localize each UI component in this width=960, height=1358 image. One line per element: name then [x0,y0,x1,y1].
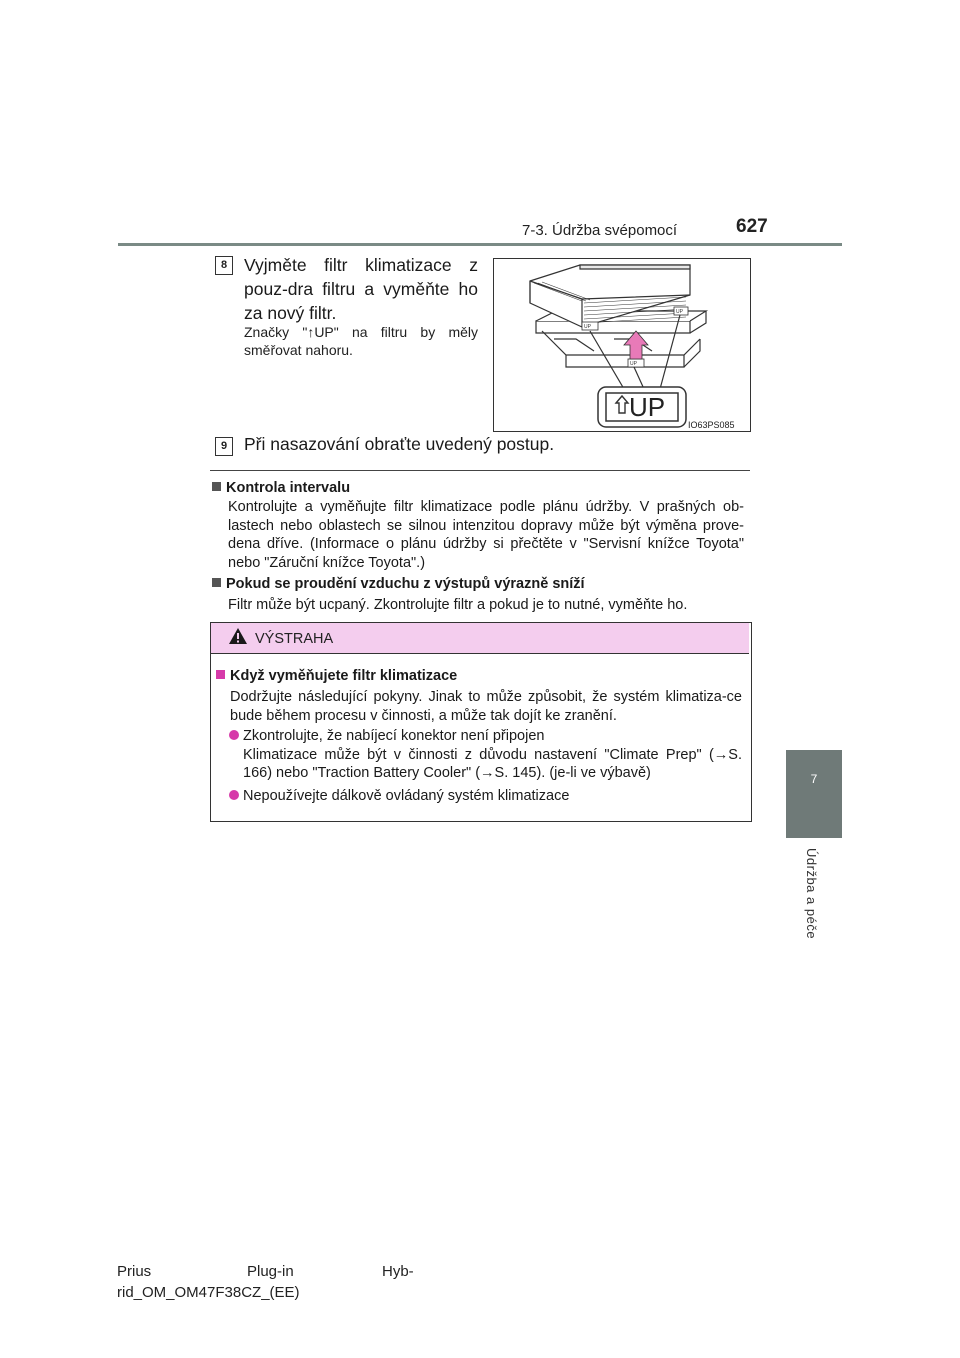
square-bullet-icon [216,670,225,679]
page-number: 627 [736,216,768,237]
chapter-title: Údržba a péče [804,848,819,940]
header-rule [118,243,842,246]
svg-text:UP: UP [584,324,591,330]
chapter-number: 7 [810,772,818,786]
square-bullet-icon [212,482,221,491]
round-bullet-icon [229,730,239,740]
footer-line-2: rid_OM_OM47F38CZ_(EE) [117,1284,300,1301]
illustration-code: IO63PS085 [688,420,735,430]
footer-line-1: Prius Plug-in Hyb- [117,1263,414,1280]
warning-triangle-icon [228,627,248,650]
svg-text:UP: UP [676,309,683,315]
warning-bullet-2: Nepoužívejte dálkově ovládaný systém klimatizace [229,787,742,806]
note-body-interval: Kontrolujte a vyměňujte filtr klimatizace podle plánu údržby. V prašných ob-lastech nebo oblastech se silnou intenzitou dopravy může být výměna prove-dena dříve. (Informace o plánu údržby si přečtěte v "Servisní knížce Toyota" nebo "Záruční knížce Toyota".) [228,499,744,571]
chapter-tab[interactable] [786,750,842,838]
step-8-note: Značky "↑UP" na filtru by měly směřovat nahoru. [244,324,478,358]
note-heading-interval: Kontrola intervalu [212,480,350,496]
section-divider [210,470,750,471]
warning-bullet-1: Zkontrolujte, že nabíjecí konektor není připojen Klimatizace může být v činnosti z důvodu nastavení "Climate Prep" (→S. 166) nebo "Traction Battery Cooler" (→S. 145). (je-li ve výbavě) [229,727,742,783]
note-heading-airflow: Pokud se proudění vzduchu z výstupů výrazně sníží [212,576,585,592]
warning-body: Dodržujte následující pokyny. Jinak to může způsobit, že systém klimatiza-ce bude během procesu v činnosti, a může tak dojít ke zranění. [230,689,742,724]
warning-heading: Když vyměňujete filtr klimatizace [216,668,457,684]
section-title: 7-3. Údržba svépomocí [522,222,678,239]
step-badge-8: 8 [215,256,233,275]
warning-bullet-1-detail: Klimatizace může být v činnosti z důvodu nastavení "Climate Prep" (→S. 166) nebo "Traction Battery Cooler" (→S. 145). (je-li ve výbavě) [243,746,742,781]
footer [117,1261,414,1303]
up-label: UP [629,392,666,422]
filter-illustration [493,258,751,432]
step-badge-9: 9 [215,437,233,456]
filter-drawing [494,259,750,431]
warning-label: VÝSTRAHA [255,631,334,647]
step-8-text: Vyjměte filtr klimatizace z pouz-dra filtru a vyměňte ho za nový filtr. [244,255,478,323]
step-9-text: Při nasazování obraťte uvedený postup. [244,434,555,454]
note-body-airflow: Filtr může být ucpaný. Zkontrolujte filtr a pokud je to nutné, vyměňte ho. [228,597,688,613]
round-bullet-icon [229,790,239,800]
square-bullet-icon [212,578,221,587]
svg-text:UP: UP [630,361,637,367]
